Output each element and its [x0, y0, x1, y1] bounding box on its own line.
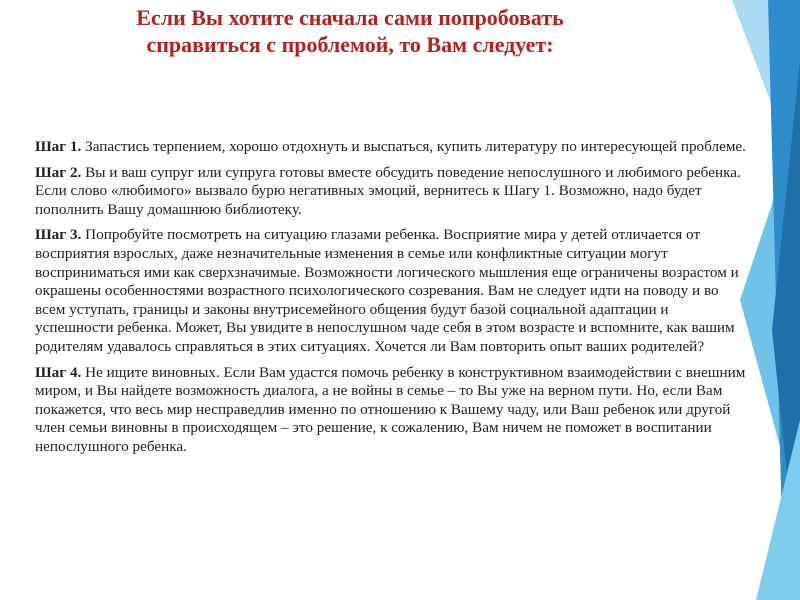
title-line-2: справиться с проблемой, то Вам следует:	[146, 32, 554, 57]
step-1	[35, 138, 747, 157]
step-3-label: Шаг 3.	[35, 226, 82, 244]
step-2	[35, 164, 747, 220]
steps-list	[35, 138, 747, 464]
step-1-text: Запастись терпением, хорошо отдохнуть и выспаться, купить литературу по интересующей проблеме.	[81, 138, 746, 155]
step-4-text: Не ищите виновных. Если Вам удастся помочь ребенку в конструктивном взаимодействии с внешним миром, и Вы найдете возможность диалога, а не войны в семье – то Вы уже на верном пути. Но, если Вам покажется, что весь мир несправедлив именно по отношению к Вашему чаду, или Ваш ребенок или другой член семьи виновны в происходящем – это решение, к сожалению, Вам ничем не поможет в воспитании непослушного ребенка.	[35, 363, 746, 455]
step-3	[35, 226, 747, 356]
step-2-label: Шаг 2.	[35, 163, 82, 181]
deco-shape-pale-bottom	[756, 420, 800, 600]
step-1-label: Шаг 1.	[35, 138, 82, 155]
step-4	[35, 364, 747, 457]
slide-title	[40, 4, 660, 58]
step-4-label: Шаг 4.	[35, 363, 82, 381]
step-3-text: Попробуйте посмотреть на ситуацию глазами ребенка. Восприятие мира у детей отличается от восприятия взрослых, даже незначительные изменения в семье или конфликтные ситуации могут восприниматься ими как сверхзначимые. Возможности логического мышления еще ограничены возрастом и окрашены особенностями возрастного психологического созревания. Вам не следует идти на поводу и во всем уступать, границы и законы внутрисемейного общения будут базой социальной адаптации и успешности ребенка. Может, Вы увидите в непослушном чаде себя в этом возрасте и вспомните, как вашим родителям удавалось справляться в этих ситуациях. Хочется ли Вам повторить опыт ваших родителей?	[35, 226, 739, 355]
step-2-text: Вы и ваш супруг или супруга готовы вместе обсудить поведение непослушного и любимого ребенка. Если слово «любимого» вызвало бурю негативных эмоций, вернитесь к Шагу 1. Возможно, надо будет пополнить Вашу домашнюю библиотеку.	[35, 163, 741, 218]
title-line-1: Если Вы хотите сначала сами попробовать	[136, 5, 564, 30]
